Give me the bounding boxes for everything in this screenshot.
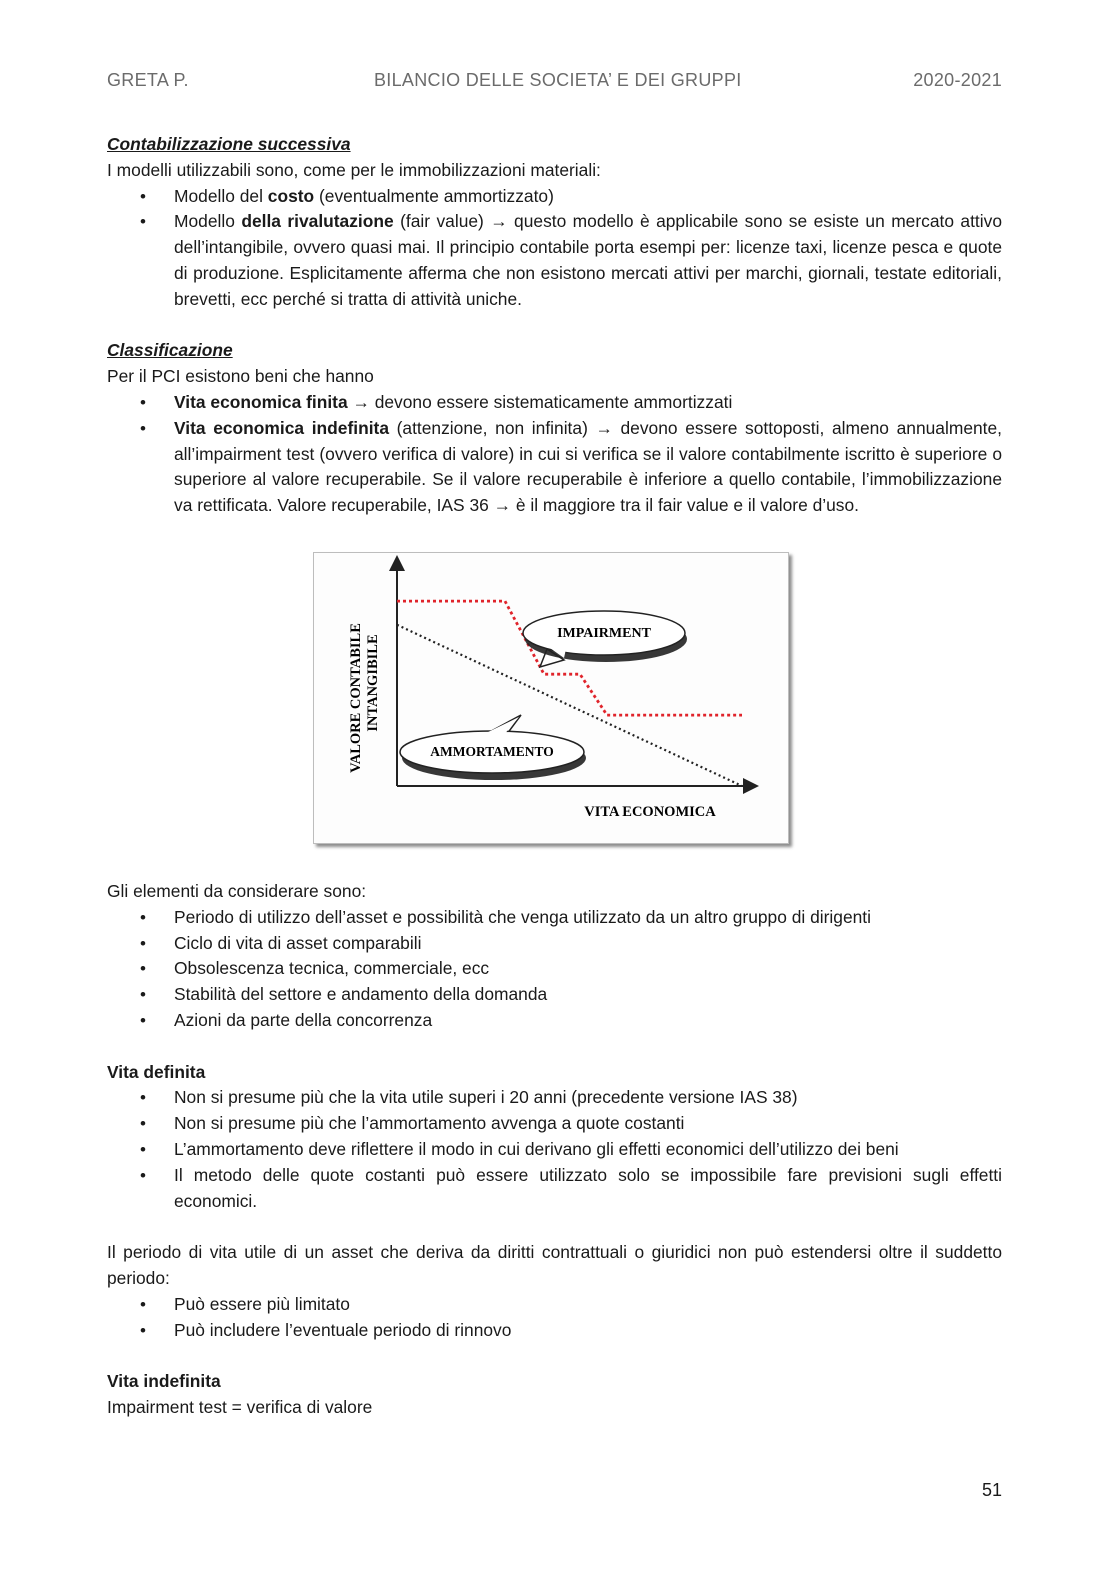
list-item: • Ciclo di vita di asset comparabili (107, 931, 1002, 957)
vita-indefinita-text: Impairment test = verifica di valore (107, 1396, 373, 1417)
y-axis-label-line2: INTANGIBILE (365, 634, 381, 732)
page-content (107, 132, 1002, 1421)
list-item: • Azioni da parte della concorrenza (107, 1008, 1002, 1034)
section-title-classificazione: Classificazione (107, 340, 233, 361)
y-axis-label: VALORE CONTABILE (348, 623, 364, 773)
vita-definita-list (107, 1085, 1002, 1214)
section-title-vita-definita: Vita definita (107, 1061, 206, 1082)
list-item: • Può includere l’eventuale periodo di rinnovo (107, 1318, 1002, 1344)
callout-ammortamento (400, 715, 586, 780)
list-item: • Non si presume più che la vita utile superi i 20 anni (precedente versione IAS 38) (107, 1085, 1002, 1111)
x-axis-label: VITA ECONOMICA (584, 803, 716, 820)
list-item: • Vita economica finita → devono essere sistematicamente ammortizzati (107, 390, 1002, 416)
page-number: 51 (981, 1480, 1002, 1500)
list-item: • Vita economica indefinita (attenzione, non infinita) → devono essere sottoposti, almeno annualmente, all’impairment test (ovvero verifica di valore) in cui si verifica se il valore contabilmente iscritto è superiore o superiore al valore recuperabile. Se il valore recuperabile è inferiore a quello contabile, l’immobilizzazione va rettificata. Valore recuperabile, IAS 36 → è il maggiore tra il fair value e il valore d’uso. (107, 416, 1002, 519)
periodo-list (107, 1292, 1002, 1344)
list-item: • Non si presume più che l’ammortamento avvenga a quote costanti (107, 1111, 1002, 1137)
callout-ammortamento-label: AMMORTAMENTO (430, 743, 554, 759)
callout-impairment (523, 611, 687, 667)
list-item: • Può essere più limitato (107, 1292, 1002, 1318)
elementi-list (107, 905, 1002, 1034)
list-item: • Stabilità del settore e andamento della domanda (107, 982, 1002, 1008)
section-title-vita-indefinita: Vita indefinita (107, 1371, 221, 1392)
list-item: • Periodo di utilizzo dell’asset e possibilità che venga utilizzato da un altro gruppo di dirigenti (107, 905, 1002, 931)
periodo-paragraph: Il periodo di vita utile di un asset che deriva da diritti contrattuali o giuridici non può estendersi oltre il suddetto periodo: (107, 1242, 1002, 1288)
section-intro: I modelli utilizzabili sono, come per le immobilizzazioni materiali: (107, 159, 601, 180)
impairment-chart (313, 552, 789, 844)
list-item: • Obsolescenza tecnica, commerciale, ecc (107, 956, 1002, 982)
header-author: GRETA P. (107, 70, 189, 90)
list-item: • Il metodo delle quote costanti può essere utilizzato solo se impossibile fare previsioni sugli effetti economici. (107, 1163, 1002, 1215)
callout-impairment-label: IMPAIRMENT (557, 625, 651, 641)
figure-container (107, 519, 1002, 879)
section-intro: Per il PCI esistono beni che hanno (107, 366, 374, 387)
elementi-intro: Gli elementi da considerare sono: (107, 880, 367, 901)
header-year: 2020-2021 (913, 70, 1002, 90)
section-title-contabilizzazione: Contabilizzazione successiva (107, 134, 351, 154)
page-header (107, 70, 1002, 96)
chart-svg (314, 553, 788, 843)
modelli-list (107, 184, 1002, 313)
classificazione-list (107, 390, 1002, 519)
list-item: • Modello del costo (eventualmente ammortizzato) (107, 184, 1002, 210)
header-course: BILANCIO DELLE SOCIETA’ E DEI GRUPPI (374, 70, 742, 90)
list-item: • Modello della rivalutazione (fair value) → questo modello è applicabile sono se esiste un mercato attivo dell’intangibile, ovvero quasi mai. Il principio contabile porta esempi per: licenze taxi, licenze pesca e quote di produzione. Esplicitamente afferma che non esistono mercati attivi per marchi, giornali, testate editoriali, brevetti, ecc perché si tratta di attività uniche. (107, 209, 1002, 312)
list-item: • L’ammortamento deve riflettere il modo in cui derivano gli effetti economici dell’utilizzo dei beni (107, 1137, 1002, 1163)
